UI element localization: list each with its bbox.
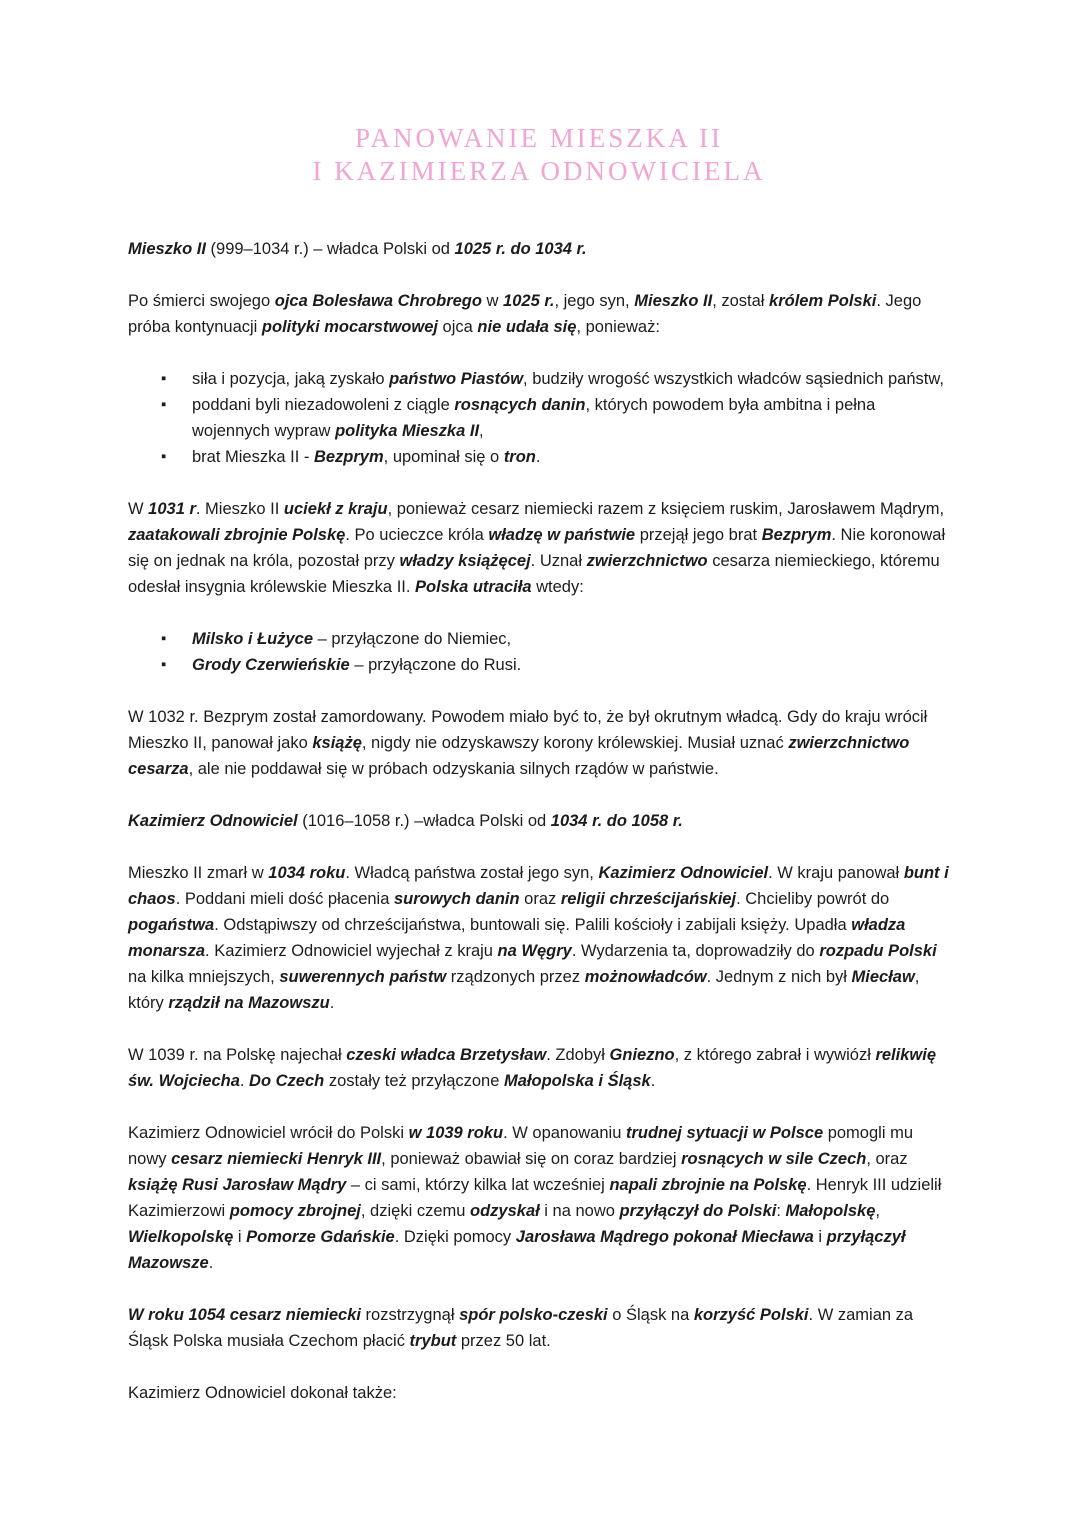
body-text: , ponieważ obawiał się on coraz bardziej bbox=[381, 1150, 682, 1168]
emphasis-text: spór polsko-czeski bbox=[459, 1306, 608, 1324]
polska-utracila-list bbox=[128, 626, 950, 678]
title-line-1: PANOWANIE MIESZKA II bbox=[355, 123, 723, 153]
body-text: . bbox=[329, 994, 335, 1012]
body-text: Mieszko II zmarł w bbox=[128, 864, 269, 882]
body-text: w bbox=[481, 292, 504, 310]
body-text: . Mieszko II bbox=[195, 500, 284, 518]
bullet-square-icon: ▪ bbox=[161, 370, 167, 387]
body-text: , dzięki czemu bbox=[360, 1202, 471, 1220]
emphasis-text: królem Polski bbox=[769, 292, 877, 310]
body-text: i bbox=[813, 1228, 827, 1246]
emphasis-text: Kazimierz Odnowiciel bbox=[598, 864, 769, 882]
body-text: rozstrzygnął bbox=[360, 1306, 460, 1324]
body-text: – ci sami, którzy kilka lat wcześniej bbox=[346, 1176, 610, 1194]
emphasis-text: rządził na Mazowszu bbox=[168, 994, 330, 1012]
body-text: oraz bbox=[519, 890, 561, 908]
list-item bbox=[128, 366, 950, 392]
emphasis-text: władza monarsza bbox=[128, 916, 906, 960]
emphasis-text: Wielkopolskę bbox=[128, 1228, 234, 1246]
body-text: . Władcą państwa został jego syn, bbox=[345, 864, 599, 882]
emphasis-text: w 1039 roku bbox=[408, 1124, 504, 1142]
mieszko-ii-heading bbox=[128, 236, 950, 262]
body-text: , ponieważ cesarz niemiecki razem z księciem ruskim, Jarosławem Mądrym, bbox=[387, 500, 945, 518]
body-text: . Zdobył bbox=[546, 1046, 610, 1064]
emphasis-text: 1031 r bbox=[148, 500, 196, 518]
body-text: brat Mieszka II - bbox=[192, 448, 314, 466]
body-text: . Po ucieczce króla bbox=[345, 526, 489, 544]
document-body bbox=[128, 236, 950, 1406]
body-text: . bbox=[239, 1072, 250, 1090]
emphasis-text: zwierzchnictwo bbox=[586, 552, 708, 570]
emphasis-text: władzy książęcej bbox=[399, 552, 531, 570]
emphasis-text: ojca Bolesława Chrobrego bbox=[274, 292, 482, 310]
emphasis-text: Małopolska i Śląsk bbox=[503, 1072, 651, 1090]
body-text: (999–1034 r.) – władca Polski od bbox=[205, 240, 455, 258]
list-item-text bbox=[192, 656, 521, 674]
body-text: wtedy: bbox=[531, 578, 584, 596]
list-item-text bbox=[192, 630, 511, 648]
emphasis-text: cesarz niemiecki Henryk III bbox=[171, 1150, 382, 1168]
body-text: . Uznał bbox=[530, 552, 587, 570]
list-item-text bbox=[192, 370, 944, 388]
emphasis-text: 1034 roku bbox=[268, 864, 346, 882]
emphasis-text: Jarosława Mądrego pokonał Miecława bbox=[515, 1228, 814, 1246]
emphasis-text: Miecław bbox=[851, 968, 915, 986]
emphasis-text: korzyść Polski bbox=[693, 1306, 809, 1324]
body-text: . Dzięki pomocy bbox=[394, 1228, 516, 1246]
body-text: zostały też przyłączone bbox=[324, 1072, 504, 1090]
emphasis-text: nie udała się bbox=[477, 318, 577, 336]
emphasis-text: czeski władca Brzetysław bbox=[346, 1046, 547, 1064]
emphasis-text: pogaństwa bbox=[128, 916, 215, 934]
emphasis-text: Mieszko II bbox=[634, 292, 713, 310]
list-item bbox=[128, 392, 950, 444]
emphasis-text: 1025 r. bbox=[503, 292, 555, 310]
emphasis-text: Grody Czerwieńskie bbox=[192, 656, 350, 674]
body-text: , który bbox=[128, 968, 920, 1012]
emphasis-text: tron bbox=[503, 448, 536, 466]
body-text: . Poddani mieli dość płacenia bbox=[175, 890, 394, 908]
mieszko-ii-problems-list bbox=[128, 366, 950, 470]
emphasis-text: władzę w państwie bbox=[488, 526, 636, 544]
body-text: siła i pozycja, jaką zyskało bbox=[192, 370, 390, 388]
body-text: . Chcieliby powrót do bbox=[736, 890, 890, 908]
emphasis-text: relikwię św. Wojciecha bbox=[128, 1046, 936, 1090]
emphasis-text: rozpadu Polski bbox=[819, 942, 937, 960]
body-text: . Henryk III udzielił Kazimierzowi bbox=[128, 1176, 942, 1220]
body-text: . Jednym z nich był bbox=[706, 968, 852, 986]
bullet-square-icon: ▪ bbox=[161, 630, 167, 647]
emphasis-text: 1034 r. do 1058 r. bbox=[550, 812, 683, 830]
emphasis-text: Gniezno bbox=[609, 1046, 675, 1064]
mieszko-ii-intro bbox=[128, 288, 950, 340]
list-item-text bbox=[192, 448, 540, 466]
emphasis-text: państwo Piastów bbox=[389, 370, 524, 388]
body-text: przez 50 lat. bbox=[456, 1332, 551, 1350]
list-item-text bbox=[192, 396, 875, 440]
body-text: . bbox=[535, 448, 541, 466]
body-text: Po śmierci swojego bbox=[128, 292, 275, 310]
kazimierz-heading bbox=[128, 808, 950, 834]
emphasis-text: bunt i chaos bbox=[128, 864, 949, 908]
body-text: . Nie koronował się on jednak na króla, pozostał przy bbox=[128, 526, 946, 570]
title-line-2: I KAZIMIERZA ODNOWICIELA bbox=[312, 156, 766, 186]
body-text: i na nowo bbox=[539, 1202, 620, 1220]
body-text: . Wydarzenia ta, doprowadziły do bbox=[571, 942, 820, 960]
body-text: o Śląsk na bbox=[607, 1306, 694, 1324]
emphasis-text: 1025 r. do 1034 r. bbox=[454, 240, 587, 258]
list-item bbox=[128, 444, 950, 470]
list-item bbox=[128, 626, 950, 652]
bullet-square-icon: ▪ bbox=[161, 396, 167, 413]
body-text: , został bbox=[712, 292, 770, 310]
body-text: , ponieważ: bbox=[576, 318, 660, 336]
body-text: , budziły wrogość wszystkich władców sąsiednich państw, bbox=[523, 370, 944, 388]
body-text: , upominał się o bbox=[383, 448, 504, 466]
body-text: . W opanowaniu bbox=[503, 1124, 626, 1142]
emphasis-text: napali zbrojnie na Polskę bbox=[609, 1176, 807, 1194]
body-text: Kazimierz Odnowiciel wrócił do Polski bbox=[128, 1124, 409, 1142]
body-text: , ale nie poddawał się w próbach odzyskania silnych rządów w państwie. bbox=[188, 760, 719, 778]
body-text: . Odstąpiwszy od chrześcijaństwa, buntowali się. Palili kościoły i zabijali księży. Upadła bbox=[214, 916, 852, 934]
body-text: ojca bbox=[437, 318, 478, 336]
emphasis-text: Polska utraciła bbox=[415, 578, 532, 596]
para-1031 bbox=[128, 496, 950, 600]
emphasis-text: polityka Mieszka II bbox=[335, 422, 480, 440]
emphasis-text: uciekł z kraju bbox=[283, 500, 388, 518]
emphasis-text: religii chrześcijańskiej bbox=[560, 890, 737, 908]
body-text: poddani byli niezadowoleni z ciągle bbox=[192, 396, 455, 414]
list-item bbox=[128, 652, 950, 678]
emphasis-text: Milsko i Łużyce bbox=[192, 630, 314, 648]
emphasis-text: surowych danin bbox=[393, 890, 520, 908]
body-text: : bbox=[776, 1202, 786, 1220]
body-text: W 1032 r. Bezprym został zamordowany. Powodem miało być to, że był okrutnym władcą. Gdy do kraju wrócił Mieszko II, panował jako bbox=[128, 708, 928, 752]
para-1032 bbox=[128, 704, 950, 782]
body-text: rządzonych przez bbox=[446, 968, 585, 986]
body-text: , jego syn, bbox=[554, 292, 635, 310]
emphasis-text: Do Czech bbox=[249, 1072, 325, 1090]
emphasis-text: Bezprym bbox=[761, 526, 832, 544]
body-text: przejął jego brat bbox=[635, 526, 762, 544]
body-text: , z którego zabrał i wywiózł bbox=[674, 1046, 876, 1064]
emphasis-text: polityki mocarstwowej bbox=[261, 318, 438, 336]
body-text: Kazimierz Odnowiciel dokonał także: bbox=[128, 1384, 397, 1402]
emphasis-text: książę Rusi Jarosław Mądry bbox=[128, 1176, 347, 1194]
body-text: . Kazimierz Odnowiciel wyjechał z kraju bbox=[205, 942, 498, 960]
emphasis-text: zwierzchnictwo cesarza bbox=[128, 734, 910, 778]
body-text: – przyłączone do Rusi. bbox=[349, 656, 522, 674]
body-text: , oraz bbox=[866, 1150, 908, 1168]
body-text: . W kraju panował bbox=[768, 864, 904, 882]
emphasis-text: książę bbox=[312, 734, 362, 752]
kazimierz-dokonal-intro bbox=[128, 1380, 950, 1406]
body-text: – przyłączone do Niemiec, bbox=[313, 630, 512, 648]
emphasis-text: suwerennych państw bbox=[279, 968, 447, 986]
bullet-square-icon: ▪ bbox=[161, 656, 167, 673]
emphasis-text: Bezprym bbox=[313, 448, 384, 466]
body-text: . bbox=[208, 1254, 214, 1272]
body-text: , których powodem była ambitna i pełna wojennych wypraw bbox=[192, 396, 876, 440]
body-text: . Jego próba kontynuacji bbox=[128, 292, 922, 336]
body-text: (1016–1058 r.) –władca Polski od bbox=[297, 812, 551, 830]
emphasis-text: Mieszko II bbox=[128, 240, 206, 258]
body-text: W bbox=[128, 500, 149, 518]
emphasis-text: na Węgry bbox=[497, 942, 572, 960]
document-title bbox=[128, 122, 950, 188]
emphasis-text: zaatakowali zbrojnie Polskę bbox=[128, 526, 346, 544]
bullet-square-icon: ▪ bbox=[161, 448, 167, 465]
body-text: i bbox=[233, 1228, 247, 1246]
emphasis-text: pomocy zbrojnej bbox=[229, 1202, 361, 1220]
emphasis-text: Małopolskę bbox=[785, 1202, 876, 1220]
para-1039-brzetyslaw bbox=[128, 1042, 950, 1094]
body-text: , bbox=[875, 1202, 880, 1220]
body-text: . W zamian za Śląsk Polska musiała Czechom płacić bbox=[128, 1306, 914, 1350]
body-text: cesarza niemieckiego, któremu odesłał insygnia królewskie Mieszka II. bbox=[128, 552, 940, 596]
emphasis-text: przyłączył Mazowsze bbox=[128, 1228, 906, 1272]
emphasis-text: przyłączył do Polski bbox=[619, 1202, 777, 1220]
body-text: , nigdy nie odzyskawszy korony królewskiej. Musiał uznać bbox=[361, 734, 789, 752]
body-text: , bbox=[479, 422, 484, 440]
emphasis-text: odzyskał bbox=[470, 1202, 540, 1220]
emphasis-text: trybut bbox=[409, 1332, 457, 1350]
emphasis-text: trudnej sytuacji w Polsce bbox=[625, 1124, 824, 1142]
emphasis-text: W roku 1054 cesarz niemiecki bbox=[128, 1306, 361, 1324]
body-text: na kilka mniejszych, bbox=[128, 968, 280, 986]
body-text: pomogli mu nowy bbox=[128, 1124, 913, 1168]
emphasis-text: możnowładców bbox=[584, 968, 707, 986]
body-text: W 1039 r. na Polskę najechał bbox=[128, 1046, 347, 1064]
emphasis-text: rosnących w sile Czech bbox=[681, 1150, 867, 1168]
emphasis-text: rosnących danin bbox=[454, 396, 586, 414]
body-text: . bbox=[650, 1072, 656, 1090]
emphasis-text: Pomorze Gdańskie bbox=[246, 1228, 395, 1246]
emphasis-text: Kazimierz Odnowiciel bbox=[128, 812, 298, 830]
para-1039-powrot bbox=[128, 1120, 950, 1276]
para-1054 bbox=[128, 1302, 950, 1354]
kazimierz-intro bbox=[128, 860, 950, 1016]
